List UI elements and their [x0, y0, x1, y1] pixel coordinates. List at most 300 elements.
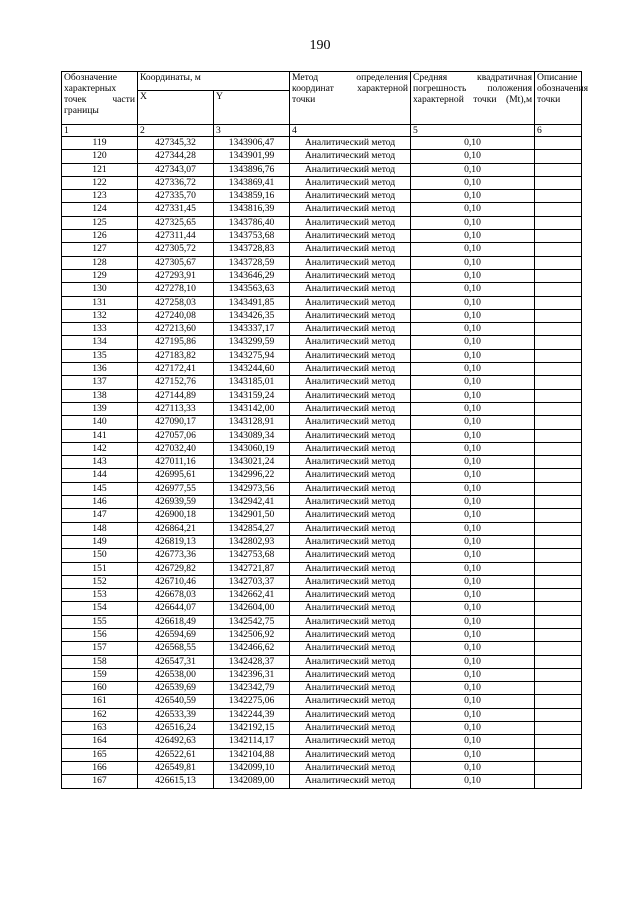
- table-row: [62, 137, 582, 150]
- description-cell: [535, 402, 582, 415]
- description-cell: [535, 482, 582, 495]
- point-number-cell: 166: [62, 761, 138, 774]
- y-cell: 1342114,17: [214, 735, 290, 748]
- point-number-cell: 146: [62, 496, 138, 509]
- y-cell: 1343901,99: [214, 150, 290, 163]
- y-cell: 1343728,83: [214, 243, 290, 256]
- accuracy-cell: 0,10: [411, 336, 535, 349]
- y-cell: 1343185,01: [214, 376, 290, 389]
- y-cell: 1342542,75: [214, 615, 290, 628]
- description-cell: [535, 722, 582, 735]
- accuracy-cell: 0,10: [411, 655, 535, 668]
- y-cell: 1342802,93: [214, 535, 290, 548]
- point-number-cell: 128: [62, 256, 138, 269]
- x-cell: 427343,07: [138, 163, 214, 176]
- method-cell: Аналитический метод: [290, 775, 411, 788]
- table-row: [62, 761, 582, 774]
- method-cell: Аналитический метод: [290, 535, 411, 548]
- x-cell: 426678,03: [138, 589, 214, 602]
- x-cell: 426538,00: [138, 668, 214, 681]
- coordinates-table: [61, 71, 589, 789]
- x-cell: 426729,82: [138, 562, 214, 575]
- description-cell: [535, 748, 582, 761]
- x-cell: 426533,39: [138, 708, 214, 721]
- accuracy-cell: 0,10: [411, 509, 535, 522]
- x-cell: 427144,89: [138, 389, 214, 402]
- table-row: [62, 642, 582, 655]
- description-cell: [535, 695, 582, 708]
- accuracy-cell: 0,10: [411, 269, 535, 282]
- accuracy-cell: 0,10: [411, 309, 535, 322]
- table-body: [62, 72, 589, 789]
- table-row: [62, 296, 582, 309]
- x-cell: 426539,69: [138, 682, 214, 695]
- table-row: [62, 256, 582, 269]
- point-number-cell: 160: [62, 682, 138, 695]
- y-cell: 1343337,17: [214, 323, 290, 336]
- point-number-cell: 167: [62, 775, 138, 788]
- accuracy-cell: 0,10: [411, 190, 535, 203]
- method-cell: Аналитический метод: [290, 349, 411, 362]
- point-number-cell: 147: [62, 509, 138, 522]
- point-number-cell: 153: [62, 589, 138, 602]
- description-cell: [535, 389, 582, 402]
- table-row: [62, 402, 582, 415]
- table-row: [62, 509, 582, 522]
- y-cell: 1342192,15: [214, 722, 290, 735]
- x-cell: 427011,16: [138, 456, 214, 469]
- description-cell: [535, 363, 582, 376]
- point-number-cell: 141: [62, 429, 138, 442]
- y-cell: 1343896,76: [214, 163, 290, 176]
- point-number-cell: 149: [62, 535, 138, 548]
- method-cell: Аналитический метод: [290, 402, 411, 415]
- point-number-cell: 143: [62, 456, 138, 469]
- method-cell: Аналитический метод: [290, 509, 411, 522]
- y-cell: 1342342,79: [214, 682, 290, 695]
- x-cell: 427032,40: [138, 442, 214, 455]
- y-cell: 1343816,39: [214, 203, 290, 216]
- header-coordinates: Координаты, м: [138, 72, 290, 91]
- table-row: [62, 575, 582, 588]
- y-cell: 1343753,68: [214, 230, 290, 243]
- table-row: [62, 628, 582, 641]
- point-number-cell: 151: [62, 562, 138, 575]
- method-cell: Аналитический метод: [290, 482, 411, 495]
- accuracy-cell: 0,10: [411, 496, 535, 509]
- table-row: [62, 682, 582, 695]
- description-cell: [535, 176, 582, 189]
- point-number-cell: 164: [62, 735, 138, 748]
- x-cell: 427293,91: [138, 269, 214, 282]
- description-cell: [535, 628, 582, 641]
- accuracy-cell: 0,10: [411, 137, 535, 150]
- point-number-cell: 122: [62, 176, 138, 189]
- column-number: 1: [62, 125, 138, 137]
- method-cell: Аналитический метод: [290, 589, 411, 602]
- description-cell: [535, 190, 582, 203]
- y-cell: 1342428,37: [214, 655, 290, 668]
- description-cell: [535, 522, 582, 535]
- description-cell: [535, 562, 582, 575]
- x-cell: 426710,46: [138, 575, 214, 588]
- y-cell: 1342753,68: [214, 549, 290, 562]
- accuracy-cell: 0,10: [411, 456, 535, 469]
- y-cell: 1342104,88: [214, 748, 290, 761]
- accuracy-cell: 0,10: [411, 363, 535, 376]
- description-cell: [535, 469, 582, 482]
- description-cell: [535, 429, 582, 442]
- x-cell: 427113,33: [138, 402, 214, 415]
- y-cell: 1343869,41: [214, 176, 290, 189]
- point-number-cell: 125: [62, 216, 138, 229]
- x-cell: 426540,59: [138, 695, 214, 708]
- method-cell: Аналитический метод: [290, 549, 411, 562]
- point-number-cell: 126: [62, 230, 138, 243]
- accuracy-cell: 0,10: [411, 150, 535, 163]
- method-cell: Аналитический метод: [290, 256, 411, 269]
- description-cell: [535, 642, 582, 655]
- x-cell: 427325,65: [138, 216, 214, 229]
- point-number-cell: 132: [62, 309, 138, 322]
- method-cell: Аналитический метод: [290, 376, 411, 389]
- accuracy-cell: 0,10: [411, 243, 535, 256]
- description-cell: [535, 376, 582, 389]
- table-row: [62, 442, 582, 455]
- method-cell: Аналитический метод: [290, 722, 411, 735]
- table-row: [62, 203, 582, 216]
- x-cell: 426618,49: [138, 615, 214, 628]
- y-cell: 1342396,31: [214, 668, 290, 681]
- table-row: [62, 163, 582, 176]
- y-cell: 1342973,56: [214, 482, 290, 495]
- accuracy-cell: 0,10: [411, 216, 535, 229]
- table-row: [62, 668, 582, 681]
- column-number: 4: [290, 125, 411, 137]
- method-cell: Аналитический метод: [290, 642, 411, 655]
- method-cell: Аналитический метод: [290, 628, 411, 641]
- y-cell: 1343786,40: [214, 216, 290, 229]
- header-point-designation: Обозначение характерных точек части границы: [62, 72, 138, 125]
- table-row: [62, 150, 582, 163]
- header-accuracy: Средняя квадратичная погрешность положения характерной точки (Mt),м: [411, 72, 535, 125]
- method-cell: Аналитический метод: [290, 496, 411, 509]
- x-cell: 427305,67: [138, 256, 214, 269]
- point-number-cell: 121: [62, 163, 138, 176]
- y-cell: 1343142,00: [214, 402, 290, 415]
- header-y: Y: [214, 91, 290, 125]
- table-row: [62, 522, 582, 535]
- description-cell: [535, 735, 582, 748]
- accuracy-cell: 0,10: [411, 602, 535, 615]
- accuracy-cell: 0,10: [411, 535, 535, 548]
- method-cell: Аналитический метод: [290, 363, 411, 376]
- method-cell: Аналитический метод: [290, 190, 411, 203]
- description-cell: [535, 216, 582, 229]
- x-cell: 427336,72: [138, 176, 214, 189]
- description-cell: [535, 416, 582, 429]
- point-number-cell: 131: [62, 296, 138, 309]
- y-cell: 1343563,63: [214, 283, 290, 296]
- method-cell: Аналитический метод: [290, 203, 411, 216]
- accuracy-cell: 0,10: [411, 682, 535, 695]
- table-row: [62, 695, 582, 708]
- method-cell: Аналитический метод: [290, 655, 411, 668]
- accuracy-cell: 0,10: [411, 668, 535, 681]
- description-cell: [535, 456, 582, 469]
- accuracy-cell: 0,10: [411, 376, 535, 389]
- point-number-cell: 138: [62, 389, 138, 402]
- table-row: [62, 602, 582, 615]
- x-cell: 427195,86: [138, 336, 214, 349]
- column-number: 2: [138, 125, 214, 137]
- method-cell: Аналитический метод: [290, 668, 411, 681]
- table-row: [62, 349, 582, 362]
- x-cell: 427331,45: [138, 203, 214, 216]
- description-cell: [535, 349, 582, 362]
- accuracy-cell: 0,10: [411, 522, 535, 535]
- accuracy-cell: 0,10: [411, 549, 535, 562]
- x-cell: 426977,55: [138, 482, 214, 495]
- table-row: [62, 269, 582, 282]
- x-cell: 426995,61: [138, 469, 214, 482]
- y-cell: 1342854,27: [214, 522, 290, 535]
- table-row: [62, 549, 582, 562]
- x-cell: 426522,61: [138, 748, 214, 761]
- description-cell: [535, 296, 582, 309]
- column-number: 3: [214, 125, 290, 137]
- method-cell: Аналитический метод: [290, 296, 411, 309]
- column-numbers-row: [62, 125, 582, 137]
- accuracy-cell: 0,10: [411, 283, 535, 296]
- x-cell: 427258,03: [138, 296, 214, 309]
- method-cell: Аналитический метод: [290, 269, 411, 282]
- description-cell: [535, 615, 582, 628]
- point-number-cell: 152: [62, 575, 138, 588]
- table-row: [62, 416, 582, 429]
- accuracy-cell: 0,10: [411, 349, 535, 362]
- description-cell: [535, 442, 582, 455]
- x-cell: 426819,13: [138, 535, 214, 548]
- description-cell: [535, 655, 582, 668]
- description-cell: [535, 336, 582, 349]
- x-cell: 427057,06: [138, 429, 214, 442]
- y-cell: 1342466,62: [214, 642, 290, 655]
- description-cell: [535, 323, 582, 336]
- table-row: [62, 243, 582, 256]
- accuracy-cell: 0,10: [411, 176, 535, 189]
- accuracy-cell: 0,10: [411, 402, 535, 415]
- accuracy-cell: 0,10: [411, 429, 535, 442]
- x-cell: 426644,07: [138, 602, 214, 615]
- description-cell: [535, 243, 582, 256]
- point-number-cell: 123: [62, 190, 138, 203]
- x-cell: 427311,44: [138, 230, 214, 243]
- x-cell: 426516,24: [138, 722, 214, 735]
- point-number-cell: 158: [62, 655, 138, 668]
- header-row: [62, 72, 582, 91]
- method-cell: Аналитический метод: [290, 735, 411, 748]
- description-cell: [535, 203, 582, 216]
- accuracy-cell: 0,10: [411, 695, 535, 708]
- table-row: [62, 589, 582, 602]
- y-cell: 1343646,29: [214, 269, 290, 282]
- method-cell: Аналитический метод: [290, 562, 411, 575]
- point-number-cell: 124: [62, 203, 138, 216]
- table-row: [62, 535, 582, 548]
- accuracy-cell: 0,10: [411, 296, 535, 309]
- method-cell: Аналитический метод: [290, 469, 411, 482]
- description-cell: [535, 150, 582, 163]
- point-number-cell: 137: [62, 376, 138, 389]
- point-number-cell: 150: [62, 549, 138, 562]
- x-cell: 427344,28: [138, 150, 214, 163]
- y-cell: 1342506,92: [214, 628, 290, 641]
- point-number-cell: 136: [62, 363, 138, 376]
- point-number-cell: 154: [62, 602, 138, 615]
- table-row: [62, 323, 582, 336]
- accuracy-cell: 0,10: [411, 203, 535, 216]
- accuracy-cell: 0,10: [411, 735, 535, 748]
- point-number-cell: 155: [62, 615, 138, 628]
- table-row: [62, 190, 582, 203]
- table-row: [62, 176, 582, 189]
- accuracy-cell: 0,10: [411, 256, 535, 269]
- y-cell: 1343728,59: [214, 256, 290, 269]
- accuracy-cell: 0,10: [411, 389, 535, 402]
- y-cell: 1343426,35: [214, 309, 290, 322]
- y-cell: 1342099,10: [214, 761, 290, 774]
- accuracy-cell: 0,10: [411, 615, 535, 628]
- point-number-cell: 129: [62, 269, 138, 282]
- point-number-cell: 165: [62, 748, 138, 761]
- y-cell: 1342604,00: [214, 602, 290, 615]
- method-cell: Аналитический метод: [290, 163, 411, 176]
- accuracy-cell: 0,10: [411, 748, 535, 761]
- table-row: [62, 496, 582, 509]
- x-cell: 426594,69: [138, 628, 214, 641]
- y-cell: 1342942,41: [214, 496, 290, 509]
- accuracy-cell: 0,10: [411, 416, 535, 429]
- table-row: [62, 735, 582, 748]
- method-cell: Аналитический метод: [290, 708, 411, 721]
- accuracy-cell: 0,10: [411, 230, 535, 243]
- accuracy-cell: 0,10: [411, 775, 535, 788]
- method-cell: Аналитический метод: [290, 416, 411, 429]
- description-cell: [535, 602, 582, 615]
- table-row: [62, 363, 582, 376]
- x-cell: 426547,31: [138, 655, 214, 668]
- y-cell: 1342662,41: [214, 589, 290, 602]
- y-cell: 1343859,16: [214, 190, 290, 203]
- description-cell: [535, 309, 582, 322]
- y-cell: 1343244,60: [214, 363, 290, 376]
- x-cell: 426773,36: [138, 549, 214, 562]
- table-row: [62, 615, 582, 628]
- table-row: [62, 655, 582, 668]
- column-number: 6: [535, 125, 582, 137]
- y-cell: 1342721,87: [214, 562, 290, 575]
- y-cell: 1343159,24: [214, 389, 290, 402]
- y-cell: 1342244,39: [214, 708, 290, 721]
- y-cell: 1342703,37: [214, 575, 290, 588]
- point-number-cell: 142: [62, 442, 138, 455]
- method-cell: Аналитический метод: [290, 283, 411, 296]
- point-number-cell: 144: [62, 469, 138, 482]
- description-cell: [535, 163, 582, 176]
- header-description: Описание обозначения точки: [535, 72, 582, 125]
- description-cell: [535, 549, 582, 562]
- accuracy-cell: 0,10: [411, 575, 535, 588]
- y-cell: 1342996,22: [214, 469, 290, 482]
- method-cell: Аналитический метод: [290, 176, 411, 189]
- y-cell: 1343275,94: [214, 349, 290, 362]
- point-number-cell: 156: [62, 628, 138, 641]
- method-cell: Аналитический метод: [290, 309, 411, 322]
- point-number-cell: 162: [62, 708, 138, 721]
- y-cell: 1343491,85: [214, 296, 290, 309]
- y-cell: 1343021,24: [214, 456, 290, 469]
- point-number-cell: 119: [62, 137, 138, 150]
- method-cell: Аналитический метод: [290, 389, 411, 402]
- method-cell: Аналитический метод: [290, 748, 411, 761]
- table-row: [62, 429, 582, 442]
- method-cell: Аналитический метод: [290, 695, 411, 708]
- point-number-cell: 161: [62, 695, 138, 708]
- x-cell: 426549,81: [138, 761, 214, 774]
- y-cell: 1342089,00: [214, 775, 290, 788]
- table-row: [62, 336, 582, 349]
- description-cell: [535, 682, 582, 695]
- accuracy-cell: 0,10: [411, 482, 535, 495]
- description-cell: [535, 256, 582, 269]
- table-row: [62, 469, 582, 482]
- x-cell: 426568,55: [138, 642, 214, 655]
- x-cell: 426939,59: [138, 496, 214, 509]
- table-row: [62, 389, 582, 402]
- y-cell: 1343906,47: [214, 137, 290, 150]
- table-row: [62, 708, 582, 721]
- table-row: [62, 216, 582, 229]
- accuracy-cell: 0,10: [411, 761, 535, 774]
- x-cell: 426864,21: [138, 522, 214, 535]
- table-row: [62, 562, 582, 575]
- description-cell: [535, 575, 582, 588]
- method-cell: Аналитический метод: [290, 429, 411, 442]
- page-number: 190: [309, 38, 331, 53]
- table-row: [62, 230, 582, 243]
- method-cell: Аналитический метод: [290, 230, 411, 243]
- x-cell: 427335,70: [138, 190, 214, 203]
- x-cell: 427345,32: [138, 137, 214, 150]
- table-row: [62, 722, 582, 735]
- method-cell: Аналитический метод: [290, 150, 411, 163]
- method-cell: Аналитический метод: [290, 442, 411, 455]
- y-cell: 1343089,34: [214, 429, 290, 442]
- method-cell: Аналитический метод: [290, 336, 411, 349]
- description-cell: [535, 775, 582, 788]
- header-method: Метод определения координат характерной точки: [290, 72, 411, 125]
- method-cell: Аналитический метод: [290, 456, 411, 469]
- point-number-cell: 139: [62, 402, 138, 415]
- description-cell: [535, 708, 582, 721]
- method-cell: Аналитический метод: [290, 761, 411, 774]
- table-row: [62, 283, 582, 296]
- point-number-cell: 130: [62, 283, 138, 296]
- y-cell: 1343060,19: [214, 442, 290, 455]
- column-number: 5: [411, 125, 535, 137]
- accuracy-cell: 0,10: [411, 642, 535, 655]
